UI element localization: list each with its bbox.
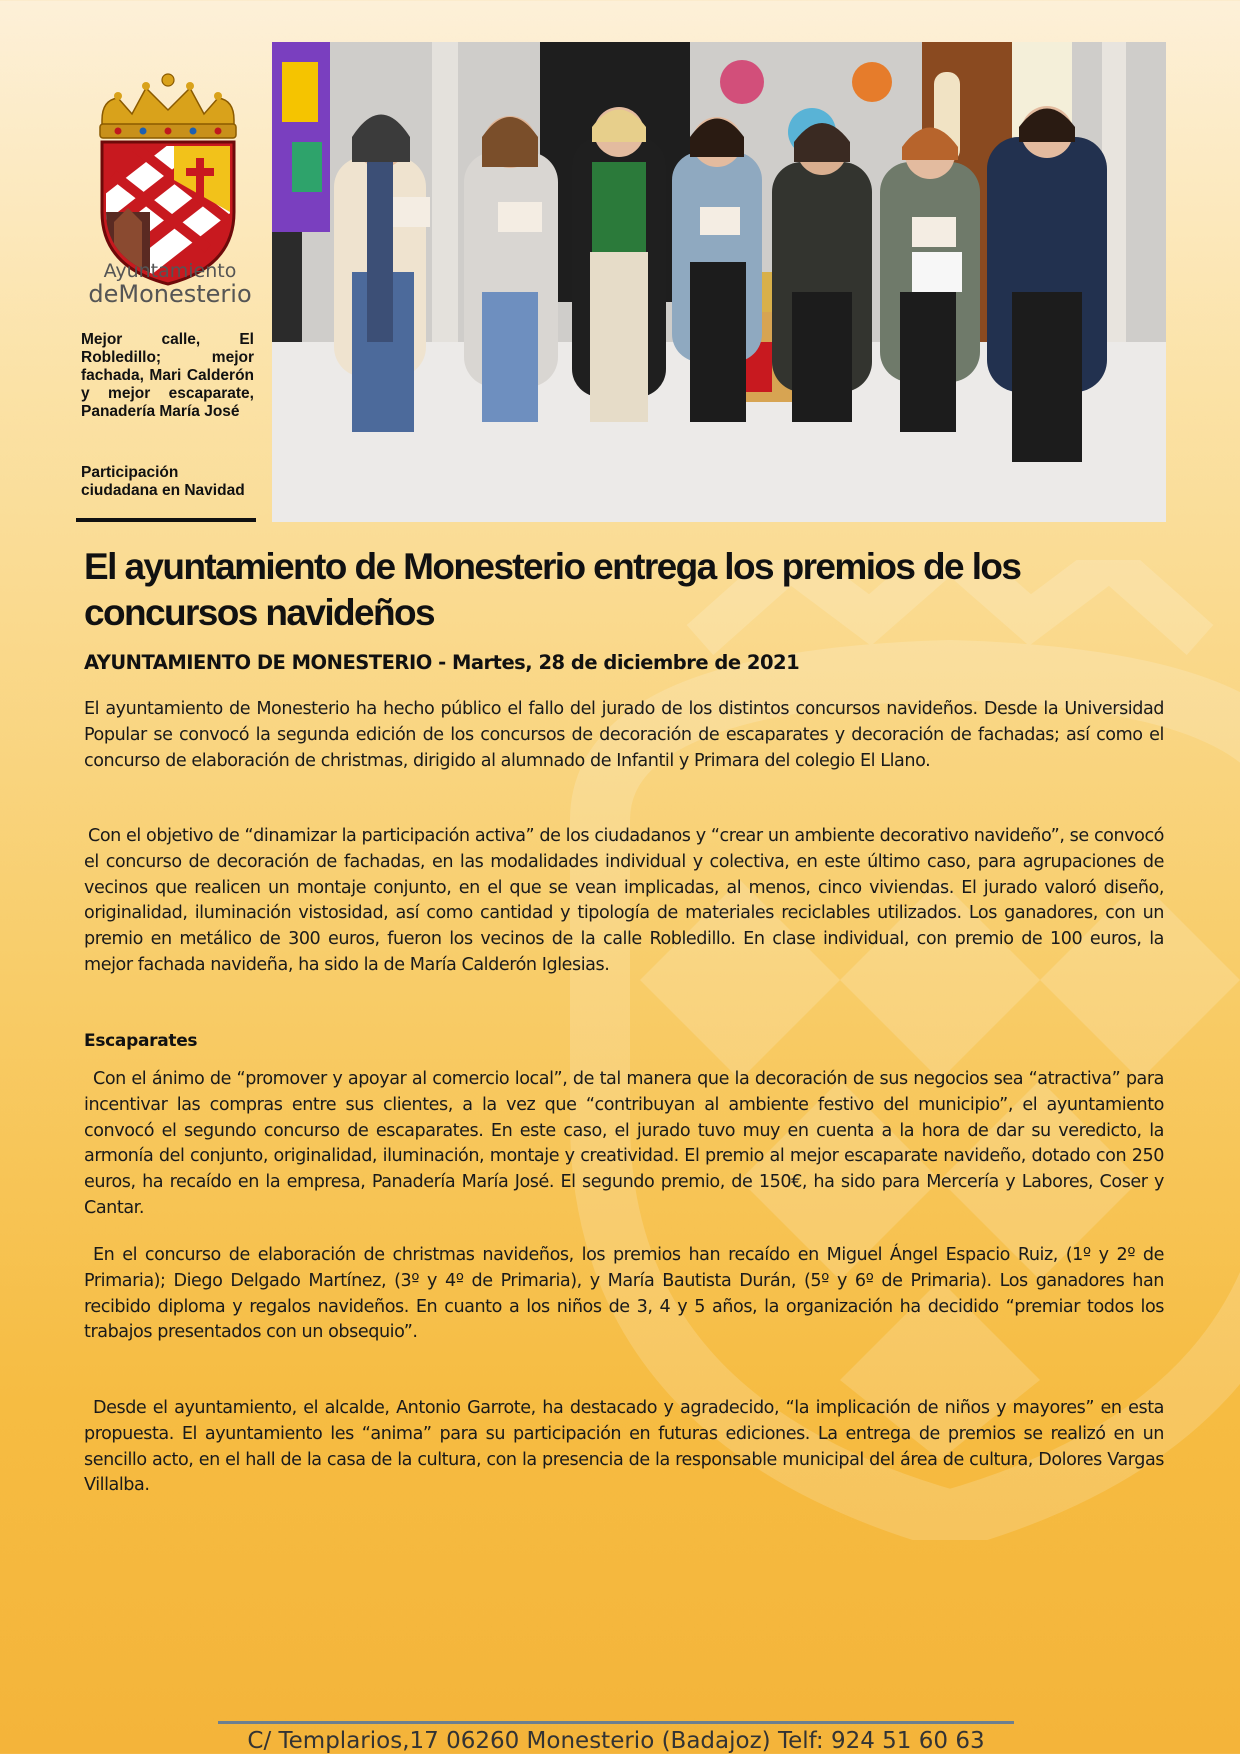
paragraph-escaparates: Con el ánimo de “promover y apoyar al comercio local”, de tal manera que la decoración de sus negocios sea “atractiva” para incentivar las compras entre sus clientes, a la vez que “contribuyan al ambiente festivo del municipio”, el ayuntamiento convocó el segundo concurso de escaparates. En este caso, el jurado tuvo muy en cuenta a la hora de dar su veredicto, la armonía del conjunto, originalidad, iluminación, montaje y creatividad. El premio al mejor escaparate navideño, dotado con 250 euros, ha recaído en la empresa, Panadería María José. El segundo premio, de 150€, ha sido para Mercería y Labores, Coser y Cantar. [84,1069,1164,1218]
sidebar-divider [76,518,256,522]
photo-caption-2: Participación ciudadana en Navidad [81,463,245,499]
footer-address: C/ Templarios,17 06260 Monesterio (Badajoz) Telf: 924 51 60 63 [247,1728,985,1754]
subheading-escaparates: Escaparates [84,1031,198,1051]
logo-line-1: Ayuntamiento [103,260,237,282]
crown-icon [100,74,236,138]
logo-line-2: deMonesterio [88,280,252,308]
footer-divider [218,1721,1014,1724]
photo-caption-1: Mejor calle, El Robledillo; mejor fachada, Mari Calderón y mejor escaparate, Panadería María José [81,330,254,420]
paragraph-christmas: En el concurso de elaboración de christmas navideños, los premios han recaído en Miguel Ángel Espacio Ruiz, (1º y 2º de Primaria); Diego Delgado Martínez, (3º y 4º de Primaria), y María Bautista Durán, (5º y 6º de Primaria). Los ganadores han recibido diploma y regalos navideños. En cuanto a los niños de 3, 4 y 5 años, la organización ha decidido “premiar todos los trabajos presentados con un obsequio”. [84,1245,1164,1343]
article-title: El ayuntamiento de Monesterio entrega los premios de los concursos navideños [84,546,1021,633]
award-ceremony-photo [272,42,1166,522]
paragraph-intro: El ayuntamiento de Monesterio ha hecho público el fallo del jurado de los distintos concursos navideños. Desde la Universidad Popular se convocó la segunda edición de los concursos de decoración de escaparates y decoración de fachadas; así como el concurso de elaboración de christmas, dirigido al alumnado de Infantil y Primara del colegio El Llano. [84,699,1164,771]
article-byline: AYUNTAMIENTO DE MONESTERIO - Martes, 28 de diciembre de 2021 [84,651,800,674]
logo-wordmark [84,262,256,306]
paragraph-closing: Desde el ayuntamiento, el alcalde, Antonio Garrote, ha destacado y agradecido, “la implicación de niños y mayores” en esta propuesta. El ayuntamiento les “anima” para su participación en futuras ediciones. La entrega de premios se realizó en un sencillo acto, en el hall de la casa de la cultura, con la presencia de la responsable municipal del área de cultura, Dolores Vargas Villalba. [84,1398,1164,1496]
paragraph-fachadas: Con el objetivo de “dinamizar la participación activa” de los ciudadanos y “crear un ambiente decorativo navideño”, se convocó el concurso de decoración de fachadas, en las modalidades individual y colectiva, en este último caso, para agrupaciones de vecinos que realicen un montaje conjunto, en el que se vean implicadas, al menos, cinco viviendas. El jurado valoró diseño, originalidad, iluminación vistosidad, así como cantidad y tipología de materiales reciclables utilizados. Los ganadores, con un premio en metálico de 300 euros, fueron los vecinos de la calle Robledillo. En clase individual, con premio de 100 euros, la mejor fachada navideña, ha sido la de María Calderón Iglesias. [84,826,1164,975]
